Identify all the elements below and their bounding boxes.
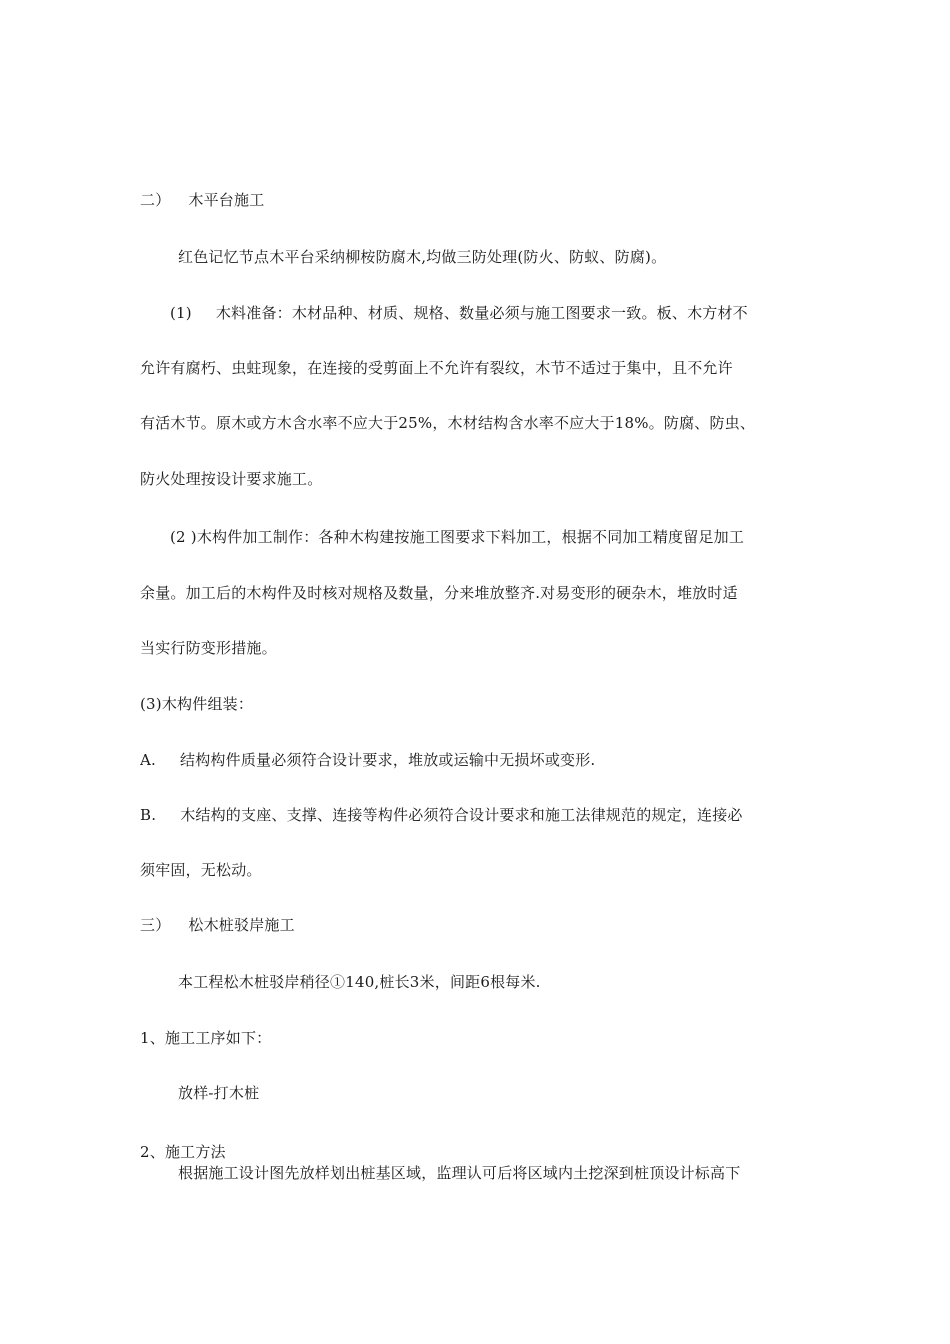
section-3-number: 三） — [140, 916, 171, 934]
item-b-label: B. — [140, 806, 157, 824]
item-a-label: A. — [140, 751, 157, 769]
item-b-line-1 — [140, 805, 820, 825]
section-2-title: 木平台施工 — [188, 191, 265, 209]
section-2-heading — [140, 190, 820, 210]
section-3-heading — [140, 915, 820, 935]
item-2-line-3: 当实行防变形措施。 — [140, 639, 277, 657]
item-a — [140, 750, 820, 770]
item-a-text: 结构构件质量必须符合设计要求，堆放或运输中无损坏或变形. — [180, 751, 596, 769]
item-1-line-2: 允许有腐朽、虫蛀现象，在连接的受剪面上不允许有裂纹，木节不适过于集中，且不允许 — [140, 359, 733, 377]
section-3-title: 松木桩驳岸施工 — [188, 916, 295, 934]
item-1-text: 木料准备：木材品种、材质、规格、数量必须与施工图要求一致。板、木方材不 — [215, 304, 748, 322]
step-1-heading: 1、施工工序如下： — [140, 1029, 272, 1047]
item-1-line-1 — [170, 303, 820, 323]
item-b-text: 木结构的支座、支撑、连接等构件必须符合设计要求和施工法律规范的规定，连接必 — [180, 806, 743, 824]
item-2-line-2: 余量。加工后的木构件及时核对规格及数量，分来堆放整齐.对易变形的硬杂木，堆放时适 — [140, 584, 738, 602]
section-3-intro: 本工程松木桩驳岸稍径①140,桩长3米，间距6根每米. — [178, 973, 541, 991]
section-2-number: 二） — [140, 191, 171, 209]
step-1-detail: 放样-打木桩 — [178, 1084, 260, 1102]
section-2-intro: 红色记忆节点木平台采纳柳桉防腐木,均做三防处理(防火、防蚁、防腐)。 — [178, 248, 667, 266]
item-1-number: (1) — [170, 304, 192, 322]
item-1-line-4: 防火处理按设计要求施工。 — [140, 470, 323, 488]
step-2-heading: 2、施工方法 — [140, 1143, 226, 1161]
step-2-line-1: 根据施工设计图先放样划出桩基区域，监理认可后将区域内土挖深到桩顶设计标高下 — [178, 1164, 741, 1182]
item-1-line-3: 有活木节。原木或方木含水率不应大于25%，木材结构含水率不应大于18%。防腐、防虫、 — [140, 414, 756, 432]
item-b-line-2: 须牢固，无松动。 — [140, 861, 262, 879]
item-3-heading: (3)木构件组装： — [140, 695, 254, 713]
item-2-line-1: (2 )木构件加工制作：各种木构建按施工图要求下料加工，根据不同加工精度留足加工 — [170, 528, 745, 546]
